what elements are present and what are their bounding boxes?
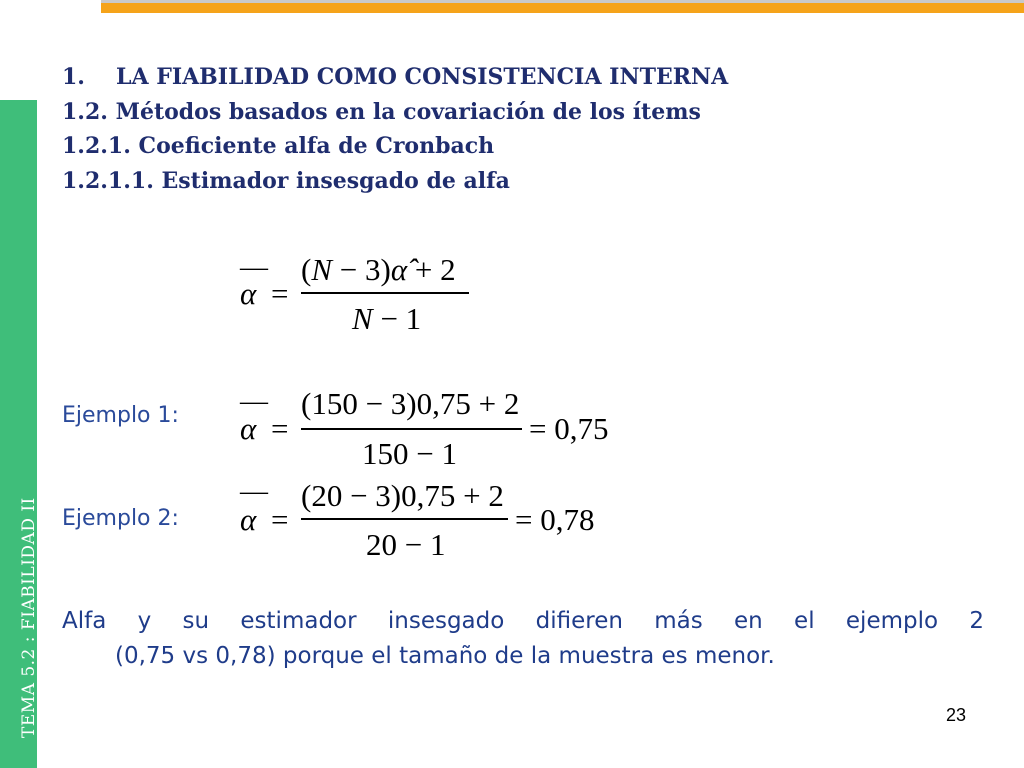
example-2-label: Ejemplo 2: [62, 506, 179, 531]
example-2-numerator: (20 − 3)0,75 + 2 [301, 478, 504, 513]
heading-level-4: 1.2.1.1. Estimador insesgado de alfa [62, 167, 510, 194]
example-2-result: = 0,78 [515, 502, 595, 537]
alpha-symbol: α [240, 502, 257, 537]
fraction-line [301, 428, 522, 430]
alpha-symbol: α [240, 276, 257, 311]
alpha-bar: — [240, 252, 268, 283]
alpha-bar: — [240, 386, 268, 417]
example-1-label: Ejemplo 1: [62, 403, 179, 428]
equals-sign: = [271, 276, 289, 311]
headings [62, 60, 728, 198]
sidebar [0, 100, 37, 768]
sidebar-label: TEMA 5.2 : FIABILIDAD II [19, 497, 39, 738]
equals-sign: = [271, 502, 289, 537]
conclusion-line-2: (0,75 vs 0,78) porque el tamaño de la muestra es menor. [115, 643, 775, 669]
heading-level-3: 1.2.1. Coeficiente alfa de Cronbach [62, 133, 495, 159]
heading-level-1 [62, 60, 728, 95]
heading-level-2: 1.2. Métodos basados en la covariación de los ítems [62, 98, 701, 125]
heading-number: 1. [62, 64, 85, 90]
conclusion-line-1: Alfa y su estimador insesgado difieren más en el ejemplo 2 [62, 608, 984, 634]
formula-denominator: N − 1 [352, 301, 422, 336]
fraction-line [301, 518, 508, 520]
example-1-numerator: (150 − 3)0,75 + 2 [301, 386, 520, 421]
alpha-symbol: α [240, 411, 257, 446]
example-1-result: = 0,75 [529, 411, 609, 446]
alpha-bar: — [240, 476, 268, 507]
top-accent-bar [101, 3, 1024, 13]
conclusion-text [62, 604, 984, 674]
fraction-line [301, 292, 469, 294]
heading-text: LA FIABILIDAD COMO CONSISTENCIA INTERNA [116, 64, 729, 90]
example-2-denominator: 20 − 1 [366, 527, 446, 562]
example-1-denominator: 150 − 1 [362, 436, 457, 471]
equals-sign: = [271, 411, 289, 446]
formula-numerator: (N − 3)α̂ + 2 [301, 252, 456, 287]
page-number: 23 [945, 705, 966, 725]
